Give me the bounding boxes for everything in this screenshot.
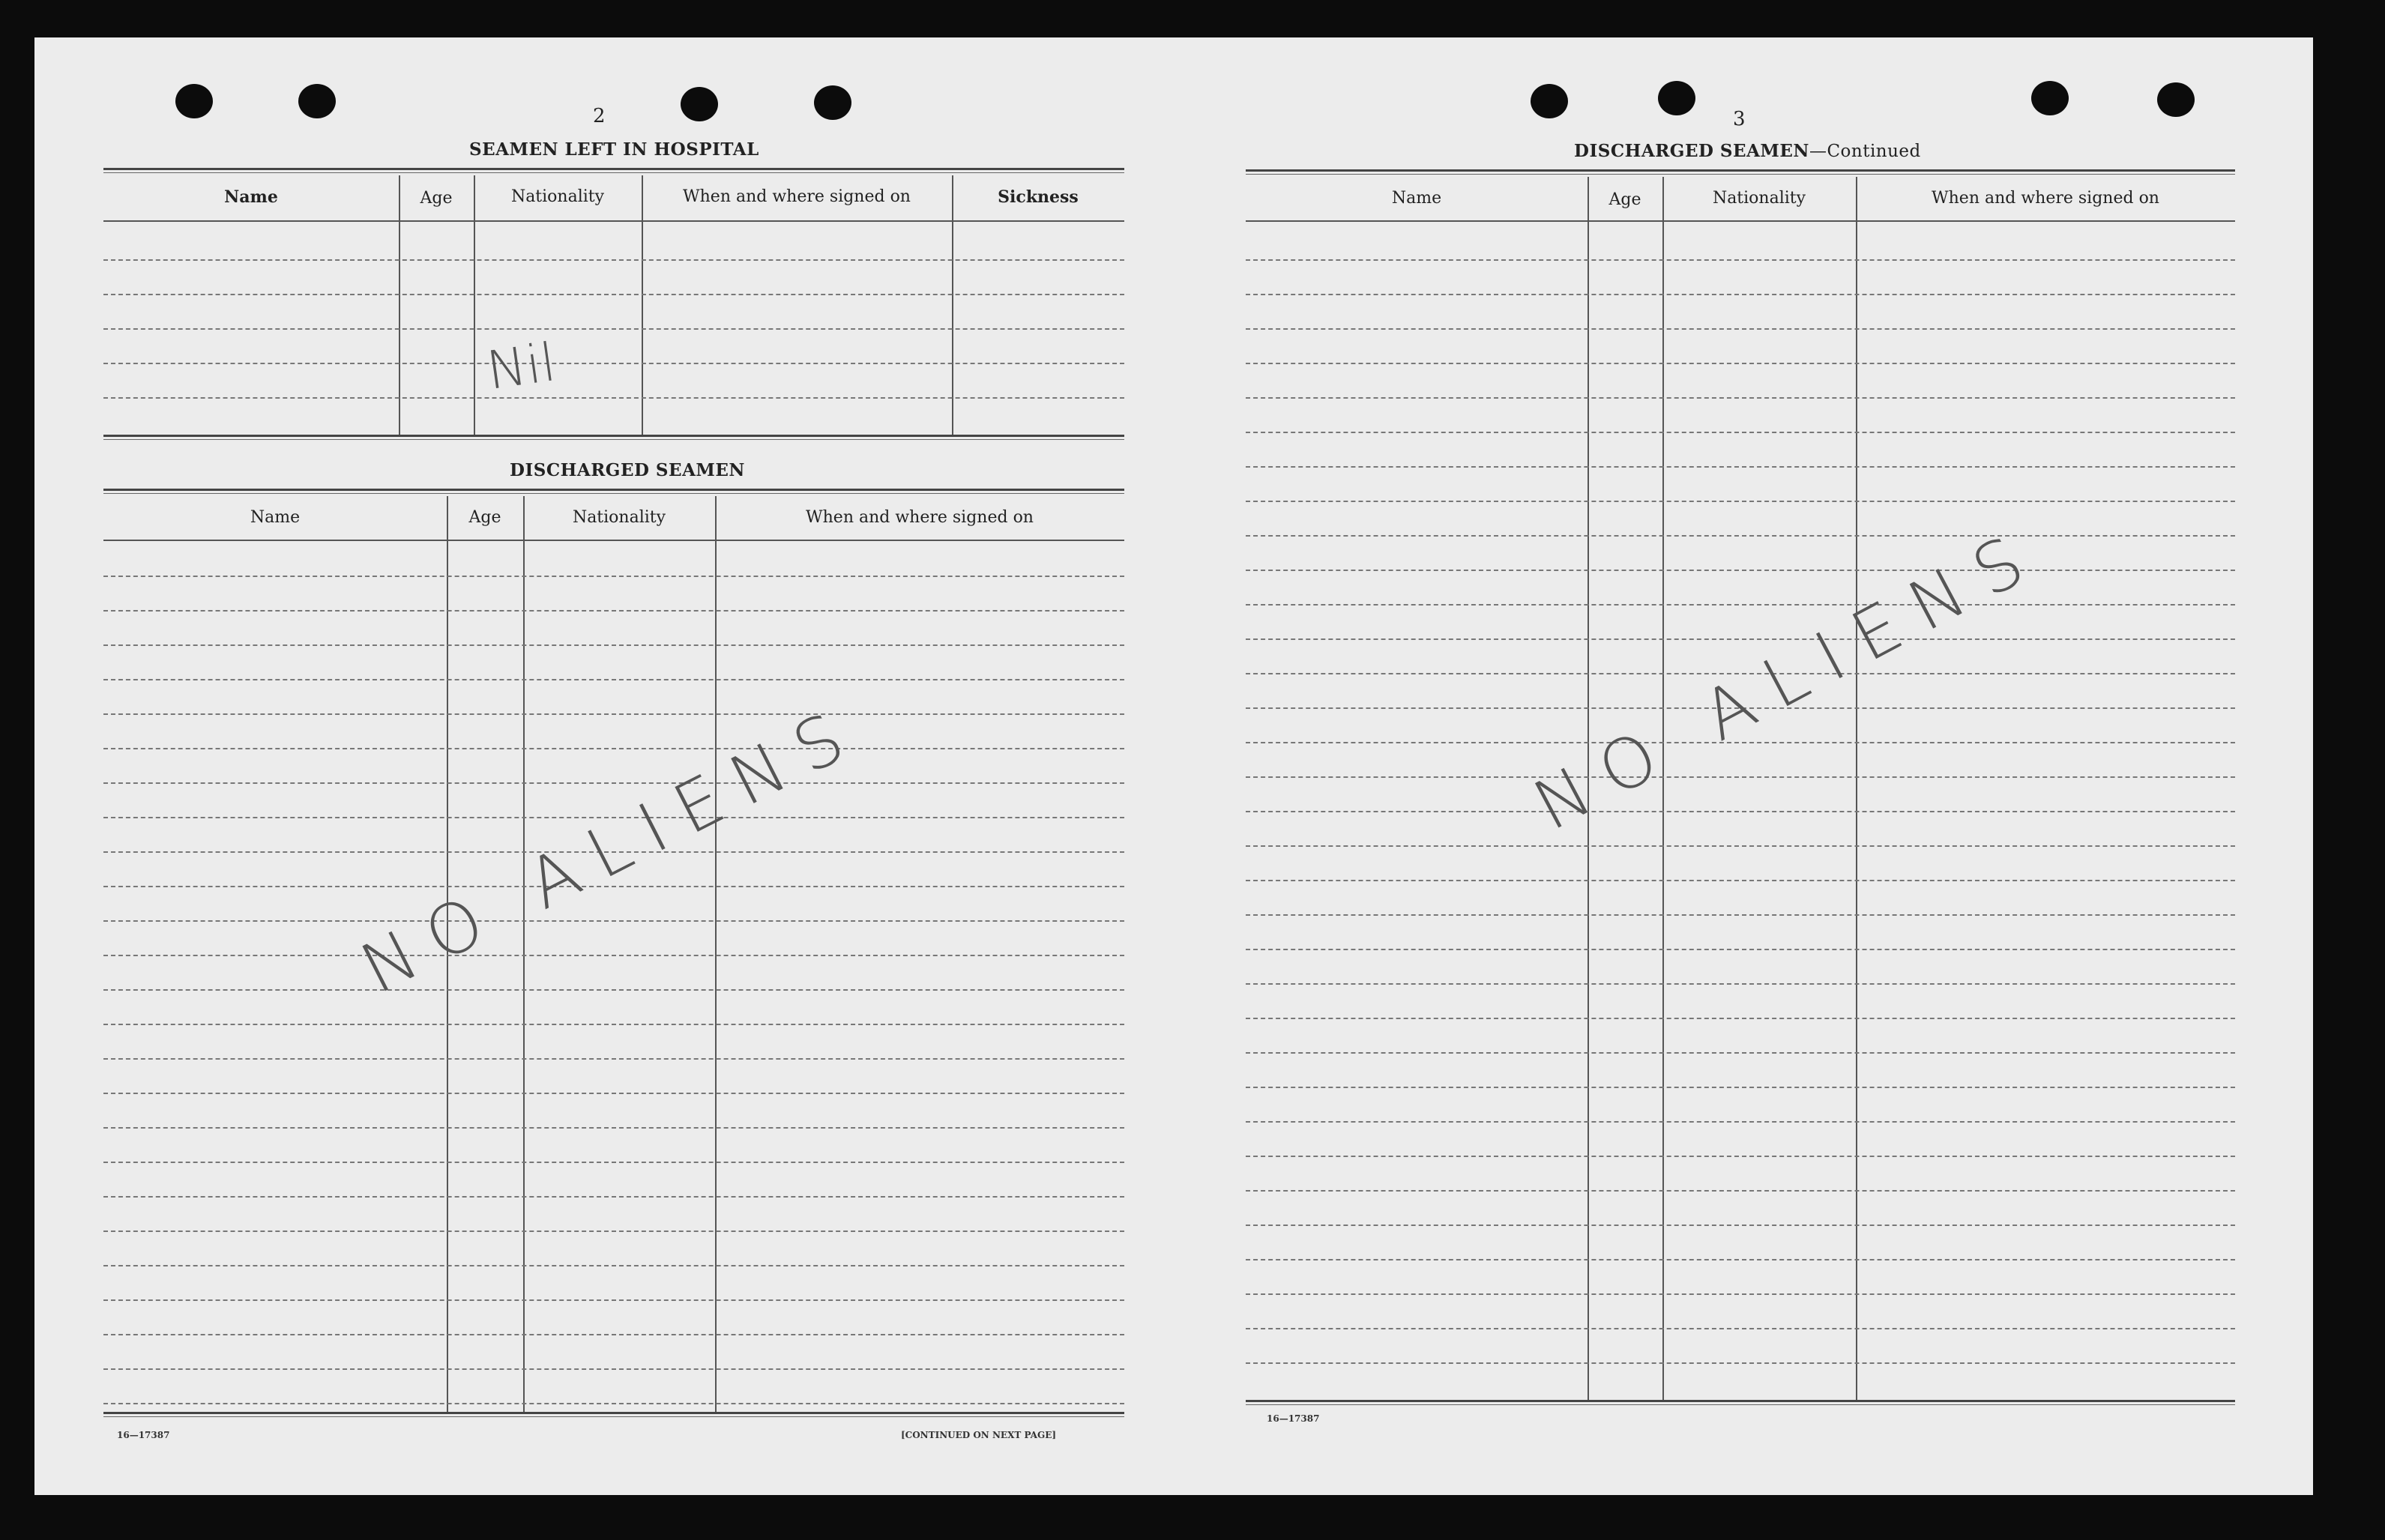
hospital-col-name: Name: [224, 187, 278, 207]
ruled-line: [103, 1196, 1124, 1198]
ruled-line: [103, 397, 1124, 399]
ruled-line: [103, 989, 1124, 991]
ruled-line: [1246, 1190, 2235, 1192]
ruled-line: [103, 748, 1124, 749]
column-divider: [474, 175, 475, 435]
discharged-col-when-where: When and where signed on: [806, 508, 1034, 527]
right-bottom-rule: [1246, 1400, 2235, 1405]
discharged-header-rule: [103, 540, 1124, 541]
handwritten-no-aliens: NO ALIENS: [349, 689, 874, 1009]
ruled-line: [1246, 1087, 2235, 1088]
right-top-rule: [1246, 169, 2235, 175]
ruled-line: [1246, 914, 2235, 916]
ruled-line: [103, 1162, 1124, 1163]
ruled-line: [1246, 1225, 2235, 1226]
ruled-line: [103, 713, 1124, 715]
punch-hole: [2157, 82, 2195, 117]
ruled-line: [103, 644, 1124, 646]
ruled-line: [1246, 397, 2235, 399]
discharged-col-age: Age: [468, 508, 501, 527]
discharged-bottom-rule: [103, 1412, 1124, 1417]
right-form-number: 16—17387: [1267, 1413, 1320, 1424]
right-col-age: Age: [1608, 190, 1641, 209]
right-col-when-where: When and where signed on: [1932, 189, 2159, 208]
ruled-line: [1246, 432, 2235, 433]
ruled-line: [103, 363, 1124, 364]
ruled-line: [1246, 363, 2235, 364]
hospital-bottom-rule: [103, 435, 1124, 440]
ruled-line: [103, 1334, 1124, 1335]
left-page-number: 2: [593, 105, 606, 127]
ruled-line: [103, 1127, 1124, 1129]
right-title-main: DISCHARGED SEAMEN: [1574, 141, 1809, 161]
column-divider: [523, 496, 525, 1412]
ruled-line: [1246, 776, 2235, 778]
ruled-line: [103, 294, 1124, 295]
ruled-line: [1246, 1156, 2235, 1157]
ruled-line: [1246, 638, 2235, 640]
punch-hole: [175, 84, 213, 118]
hospital-col-nationality: Nationality: [510, 187, 605, 206]
column-divider: [952, 175, 953, 435]
ruled-line: [103, 1403, 1124, 1404]
right-col-name: Name: [1391, 189, 1442, 208]
punch-hole: [1531, 84, 1568, 118]
ruled-line: [103, 1058, 1124, 1060]
right-header-rule: [1246, 220, 2235, 222]
handwritten-no-aliens: NO ALIENS: [1521, 511, 2055, 846]
ruled-line: [1246, 880, 2235, 881]
ruled-line: [1246, 1259, 2235, 1260]
ruled-line: [1246, 1052, 2235, 1054]
hospital-header-rule: [103, 220, 1124, 222]
ruled-line: [103, 1024, 1124, 1025]
document-sheet: [34, 37, 2313, 1495]
column-divider: [399, 175, 400, 435]
ruled-line: [1246, 1018, 2235, 1019]
discharged-section-title: DISCHARGED SEAMEN: [510, 460, 745, 480]
punch-hole: [681, 87, 718, 121]
ruled-line: [1246, 1121, 2235, 1123]
hospital-col-sickness: Sickness: [998, 187, 1079, 207]
ruled-line: [1246, 604, 2235, 606]
column-divider: [642, 175, 643, 435]
ruled-line: [1246, 1362, 2235, 1364]
hospital-section-title: SEAMEN LEFT IN HOSPITAL: [469, 139, 759, 160]
ruled-line: [103, 1299, 1124, 1301]
ruled-line: [103, 920, 1124, 922]
ruled-line: [103, 955, 1124, 956]
ruled-line: [103, 1265, 1124, 1266]
ruled-line: [1246, 983, 2235, 985]
ruled-line: [103, 1368, 1124, 1370]
ruled-line: [103, 610, 1124, 612]
left-form-number: 16—17387: [117, 1430, 170, 1440]
hospital-col-when-where: When and where signed on: [683, 187, 911, 206]
right-section-title: [1574, 141, 1921, 161]
ruled-line: [103, 1231, 1124, 1232]
ruled-line: [1246, 259, 2235, 261]
punch-hole: [814, 85, 851, 120]
handwritten-nil: Nil: [483, 331, 560, 402]
hospital-col-age: Age: [420, 189, 453, 208]
ruled-line: [1246, 466, 2235, 468]
hospital-top-rule: [103, 168, 1124, 173]
column-divider: [715, 496, 717, 1412]
punch-hole: [298, 84, 336, 118]
right-page-number: 3: [1733, 108, 1746, 130]
ruled-line: [103, 328, 1124, 330]
ruled-line: [1246, 845, 2235, 847]
ruled-line: [1246, 570, 2235, 571]
ruled-line: [1246, 949, 2235, 950]
continued-note: [CONTINUED ON NEXT PAGE]: [901, 1430, 1057, 1440]
ruled-line: [103, 782, 1124, 784]
discharged-top-rule: [103, 489, 1124, 494]
punch-hole: [2031, 81, 2069, 115]
punch-hole: [1658, 81, 1695, 115]
discharged-col-name: Name: [250, 508, 301, 527]
column-divider: [1856, 177, 1857, 1400]
right-title-suffix: —Continued: [1809, 142, 1921, 161]
ruled-line: [103, 1093, 1124, 1094]
ruled-line: [103, 679, 1124, 680]
ruled-line: [103, 259, 1124, 261]
ruled-line: [1246, 811, 2235, 812]
ruled-line: [1246, 1328, 2235, 1329]
ruled-line: [1246, 294, 2235, 295]
ruled-line: [103, 576, 1124, 577]
ruled-line: [1246, 501, 2235, 502]
ruled-line: [1246, 1293, 2235, 1295]
ruled-line: [1246, 328, 2235, 330]
right-col-nationality: Nationality: [1712, 189, 1806, 208]
discharged-col-nationality: Nationality: [572, 508, 666, 527]
ruled-line: [1246, 535, 2235, 537]
